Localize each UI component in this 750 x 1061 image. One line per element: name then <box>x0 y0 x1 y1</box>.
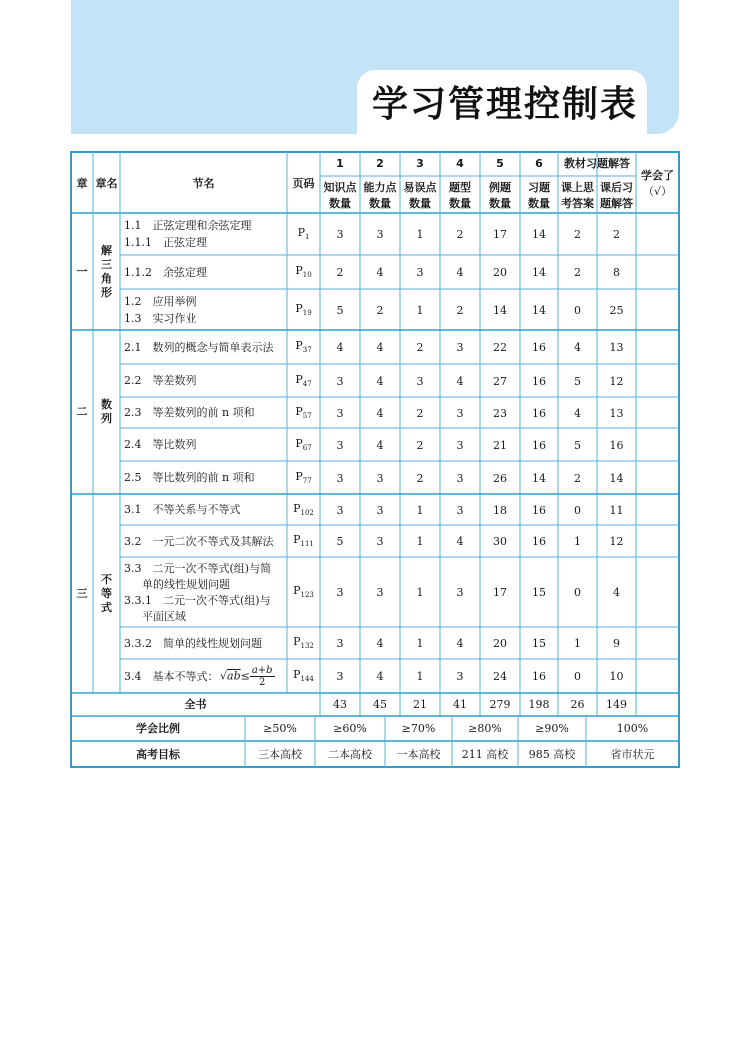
section-name: 2.4 等比数列 <box>124 438 197 451</box>
row-value: 4 <box>376 670 384 683</box>
row-value: 2 <box>336 266 344 279</box>
row-value: 3 <box>336 406 344 420</box>
row-value: 2 <box>416 406 424 420</box>
row-value: 3 <box>336 438 344 452</box>
page-prefix: P <box>293 668 301 681</box>
row-value: 27 <box>493 374 507 388</box>
row-value: 0 <box>574 303 581 317</box>
goal-value: 省市状元 <box>610 748 655 761</box>
section-name: 2.3 等差数列的前 n 项和 <box>124 406 255 419</box>
row-value: 14 <box>532 303 546 317</box>
total-value: 26 <box>570 698 585 711</box>
goal-value: 211 高校 <box>461 748 509 761</box>
ratio-value: ≥80% <box>468 722 502 735</box>
page-title: 学习管理控制表 <box>372 84 639 125</box>
row-value: 4 <box>376 637 384 650</box>
header-textbook-group: 教材习题解答 <box>564 157 630 170</box>
header-col-number: 6 <box>535 157 543 170</box>
row-value: 3 <box>336 637 344 650</box>
page-prefix: P <box>295 436 303 450</box>
row-value: 25 <box>609 303 624 317</box>
ratio-label: 学会比例 <box>136 722 180 735</box>
row-value: 1 <box>416 228 424 241</box>
row-value: 15 <box>532 586 546 599</box>
section-name: 2.2 等差数列 <box>124 374 197 387</box>
section-name: 2.1 数列的概念与简单表示法 <box>124 340 274 354</box>
row-value: 2 <box>613 228 620 241</box>
row-value: 20 <box>493 266 507 279</box>
section-name: 单的线性规划问题 <box>142 578 230 591</box>
total-value: 198 <box>528 698 550 711</box>
row-value: 2 <box>416 471 424 485</box>
row-value: 3 <box>336 471 344 485</box>
header-col-label: 习题 <box>528 181 550 194</box>
page-subscript: 67 <box>302 443 312 452</box>
page-prefix: P <box>293 501 301 515</box>
row-value: 23 <box>493 406 507 420</box>
ratio-value: ≥60% <box>333 722 367 735</box>
header-col-label: 数量 <box>369 197 391 210</box>
row-value: 16 <box>532 438 546 452</box>
row-value: 2 <box>416 341 424 354</box>
section-name: 1.1.2 余弦定理 <box>124 265 207 279</box>
header-col-number: 3 <box>416 157 424 170</box>
header-col-number: 2 <box>376 157 384 170</box>
page-subscript: 102 <box>300 508 314 517</box>
row-value: 3 <box>456 438 464 452</box>
row-value: 3 <box>456 586 464 599</box>
inequality-formula: √ab≤ $\frac{a+b}{2}$ <box>220 665 273 688</box>
row-value: 4 <box>376 374 384 388</box>
row-value: 3 <box>336 228 344 241</box>
row-value: 4 <box>574 341 581 354</box>
row-value: 2 <box>456 228 464 241</box>
page-number <box>298 226 310 244</box>
header-col-label: 数量 <box>409 197 431 210</box>
header-col-label: 易误点 <box>403 181 437 194</box>
row-value: 0 <box>574 503 581 517</box>
page-number <box>295 405 311 423</box>
row-value: 5 <box>336 303 344 317</box>
row-value: 4 <box>336 341 344 354</box>
section-name: 3.3 二元一次不等式(组)与简 <box>124 562 272 575</box>
header-col-label: 例题 <box>489 181 511 194</box>
total-label: 全书 <box>184 698 207 711</box>
section-name: 1.1.1 正弦定理 <box>124 236 207 249</box>
total-value: 21 <box>413 698 427 711</box>
row-value: 14 <box>609 471 624 485</box>
row-value: 3 <box>456 670 464 683</box>
row-value: 26 <box>493 471 507 485</box>
page-prefix: P <box>293 584 301 597</box>
chapter-number: 三 <box>76 586 88 600</box>
page-subscript: 1 <box>304 233 310 242</box>
page-number <box>293 502 314 520</box>
ratio-value: ≥90% <box>535 722 569 735</box>
row-value: 3 <box>416 374 424 388</box>
header-col-label: 数量 <box>489 197 511 210</box>
goal-value: 985 高校 <box>528 748 576 761</box>
row-value: 13 <box>609 341 624 354</box>
row-value: 16 <box>532 374 546 388</box>
page-subscript: 19 <box>302 308 312 317</box>
row-value: 4 <box>376 438 384 452</box>
header-col-number: 1 <box>336 157 344 170</box>
row-value: 13 <box>609 406 624 420</box>
section-name: 1.3 实习作业 <box>124 311 197 325</box>
section-name: 3.3.1 二元一次不等式(组)与 <box>124 594 271 607</box>
row-value: 2 <box>456 303 464 317</box>
page-number <box>295 302 311 320</box>
header-page: 页码 <box>292 177 315 190</box>
formula-relation: ≤ <box>240 669 250 683</box>
row-value: 2 <box>416 438 424 452</box>
row-value: 14 <box>493 303 507 317</box>
page-prefix: P <box>295 264 303 277</box>
page-prefix: P <box>295 469 303 483</box>
row-value: 10 <box>609 670 624 683</box>
page-subscript: 37 <box>302 346 312 355</box>
header-col-number: 5 <box>496 157 504 170</box>
page-number <box>293 584 314 602</box>
row-value: 3 <box>336 670 344 683</box>
row-value: 1 <box>574 637 581 650</box>
row-value: 3 <box>456 471 464 485</box>
page-subscript: 123 <box>300 591 314 600</box>
row-value: 14 <box>532 266 546 279</box>
row-value: 4 <box>456 374 464 388</box>
row-value: 2 <box>574 266 581 279</box>
row-value: 0 <box>574 586 581 599</box>
section-name: 3.4 基本不等式： <box>124 669 219 683</box>
row-value: 4 <box>456 266 464 279</box>
formula-numerator: a+b <box>251 665 273 676</box>
row-value: 9 <box>613 637 620 650</box>
total-value: 279 <box>489 698 511 711</box>
row-value: 1 <box>416 503 424 517</box>
row-value: 11 <box>609 503 624 517</box>
header-chapter: 章 <box>76 177 88 190</box>
page-number <box>295 339 311 357</box>
section-name: 平面区域 <box>142 610 186 623</box>
row-value: 3 <box>336 503 344 517</box>
header-after-class: 题解答 <box>600 197 633 210</box>
row-value: 4 <box>376 341 384 354</box>
total-value: 41 <box>453 698 467 711</box>
page-number <box>295 373 311 391</box>
row-value: 0 <box>574 670 581 683</box>
page-number <box>293 668 314 686</box>
ratio-value: ≥70% <box>401 722 436 735</box>
row-value: 12 <box>609 374 624 388</box>
row-value: 3 <box>456 503 464 517</box>
row-value: 16 <box>532 670 546 683</box>
header-col-label: 数量 <box>528 197 550 210</box>
ratio-value: 100% <box>616 722 649 735</box>
goal-value: 二本高校 <box>328 748 372 761</box>
row-value: 17 <box>493 228 507 241</box>
row-value: 16 <box>532 503 546 517</box>
row-value: 16 <box>532 535 546 548</box>
page-number <box>295 470 311 488</box>
page-subscript: 144 <box>300 675 314 684</box>
chapter-number: 二 <box>76 405 88 418</box>
page-subscript: 47 <box>302 379 312 388</box>
row-value: 16 <box>532 341 546 354</box>
goal-value: 一本高校 <box>396 748 441 761</box>
page-number <box>295 264 311 282</box>
total-value: 45 <box>373 698 387 711</box>
formula-denominator: 2 <box>259 677 266 688</box>
page-subscript: 132 <box>300 642 314 651</box>
header-chapter-name: 章名 <box>95 177 118 190</box>
row-value: 4 <box>613 586 620 599</box>
header-section: 节名 <box>192 177 215 190</box>
row-value: 22 <box>493 341 507 354</box>
row-value: 3 <box>376 228 384 241</box>
page-prefix: P <box>293 533 301 546</box>
header-col-label: 数量 <box>449 197 471 210</box>
row-value: 2 <box>376 303 384 317</box>
goal-value: 三本高校 <box>258 748 302 761</box>
header-col-number: 4 <box>456 157 464 170</box>
header-learned: 学会了 <box>641 169 674 182</box>
row-value: 16 <box>609 438 624 452</box>
formula-root: ab <box>227 669 241 683</box>
row-value: 3 <box>456 341 464 354</box>
row-value: 12 <box>609 535 624 548</box>
row-value: 3 <box>376 535 384 548</box>
section-name: 2.5 等比数列的前 n 项和 <box>124 471 255 484</box>
section-name: 3.1 不等关系与不等式 <box>124 503 241 516</box>
row-value: 5 <box>574 374 581 388</box>
page-prefix: P <box>295 372 303 386</box>
page-subscript: 10 <box>302 271 312 280</box>
row-value: 4 <box>456 535 464 548</box>
row-value: 14 <box>532 471 546 485</box>
page-subscript: 77 <box>302 476 312 485</box>
row-value: 1 <box>416 670 424 683</box>
row-value: 16 <box>532 406 546 420</box>
row-value: 21 <box>493 438 507 452</box>
page-prefix: P <box>297 226 305 239</box>
page-prefix: P <box>295 404 303 418</box>
header-after-class: 课后习 <box>600 181 633 194</box>
header-learned-mark: （√） <box>642 185 673 198</box>
row-value: 3 <box>416 266 424 279</box>
row-value: 3 <box>376 471 384 485</box>
row-value: 2 <box>574 228 581 241</box>
row-value: 3 <box>456 406 464 420</box>
ratio-value: ≥50% <box>263 722 297 735</box>
page-prefix: P <box>295 301 303 315</box>
row-value: 5 <box>336 535 344 548</box>
row-value: 14 <box>532 228 546 241</box>
row-value: 4 <box>574 406 581 420</box>
section-name: 1.2 应用举例 <box>124 294 197 308</box>
total-value: 149 <box>606 698 627 711</box>
header-col-label: 题型 <box>449 181 471 194</box>
page-subscript: 57 <box>302 411 312 420</box>
row-value: 4 <box>376 266 384 279</box>
row-value: 1 <box>574 535 581 548</box>
row-value: 15 <box>532 637 546 650</box>
row-value: 24 <box>493 670 507 683</box>
row-value: 4 <box>456 637 464 650</box>
section-name: 3.2 一元二次不等式及其解法 <box>124 534 274 548</box>
page-number <box>295 437 311 455</box>
row-value: 1 <box>416 535 424 548</box>
chapter-name: 解三角形 <box>101 243 112 299</box>
section-name: 3.3.2 简单的线性规划问题 <box>124 636 262 650</box>
page-subscript: 111 <box>300 540 314 549</box>
header-in-class: 考答案 <box>561 197 594 210</box>
page-prefix: P <box>293 635 301 648</box>
row-value: 4 <box>376 406 384 420</box>
page-number <box>293 533 314 551</box>
row-value: 3 <box>376 503 384 517</box>
chapter-name: 不等式 <box>101 572 112 614</box>
goal-label: 高考目标 <box>136 748 180 761</box>
page-number <box>293 635 314 653</box>
row-value: 3 <box>376 586 384 599</box>
row-value: 1 <box>416 303 424 317</box>
header-col-label: 能力点 <box>363 181 397 194</box>
row-value: 3 <box>336 586 344 599</box>
row-value: 17 <box>493 586 507 599</box>
section-name: 1.1 正弦定理和余弦定理 <box>124 219 252 232</box>
row-value: 30 <box>493 535 507 548</box>
row-value: 2 <box>574 471 581 485</box>
total-value: 43 <box>333 698 347 711</box>
header-col-label: 数量 <box>329 197 351 210</box>
row-value: 8 <box>613 266 620 279</box>
row-value: 1 <box>416 637 424 650</box>
row-value: 18 <box>493 503 507 517</box>
row-value: 3 <box>336 374 344 388</box>
row-value: 5 <box>574 438 581 452</box>
page-prefix: P <box>295 339 303 352</box>
row-value: 1 <box>416 586 424 599</box>
chapter-number: 一 <box>76 264 88 278</box>
header-in-class: 课上思 <box>561 181 594 194</box>
header-col-label: 知识点 <box>323 181 357 194</box>
chapter-name: 数列 <box>101 398 112 425</box>
row-value: 20 <box>493 637 507 650</box>
